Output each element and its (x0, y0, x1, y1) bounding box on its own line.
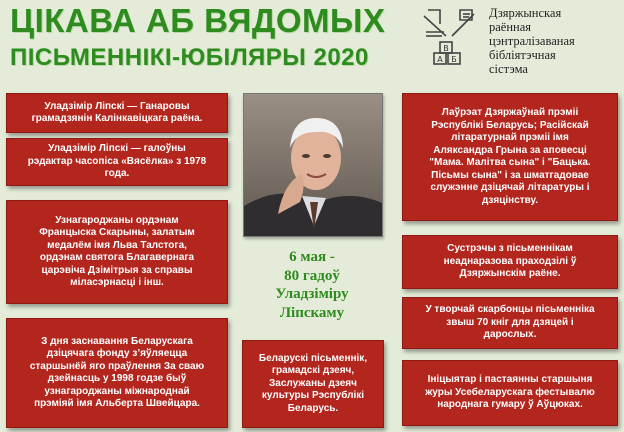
card-line: дарослых. (483, 329, 537, 341)
card-line: Ініцыятар і пастаянны старшыня (427, 374, 593, 386)
poster-title-line-1: ЦІКАВА АБ ВЯДОМЫХ (10, 2, 386, 39)
card-line: Уладзімір Ліпскі — Ганаровы (44, 100, 190, 112)
card-line: грамадскі дзеяч, (271, 365, 355, 377)
card-line: старшынёй яго праўлення За сваю (29, 360, 205, 372)
svg-text:А: А (437, 55, 443, 64)
card-line: У творчай скарбонцы пісьменніка (425, 304, 595, 316)
anniversary-date (232, 248, 392, 322)
card-line: царэвіча Дзімітрыя за справы (41, 264, 193, 276)
org-line: сістэма (489, 62, 528, 76)
date-line: 80 гадоў (284, 267, 340, 284)
card-line: Беларусь. (287, 402, 339, 414)
card-line: Францыска Скарыны, залатым (39, 227, 195, 238)
card-line: культуры Рэспублікі (261, 390, 365, 402)
card-line: Аляксандра Грына за аповесці (433, 144, 587, 156)
card-line: народнага гумару ў Аўцюках. (437, 399, 583, 411)
organization-name (489, 6, 621, 76)
fact-card-humor-festival (402, 360, 618, 426)
card-line: Пісьмы сына" і за шматгадовае (431, 169, 589, 181)
card-line: ордэнам святога Благавернага (39, 252, 195, 263)
org-line: цэнтралізаваная (489, 34, 575, 48)
fact-card-awards (6, 200, 228, 304)
org-line: бібліятэчная (489, 48, 556, 62)
card-line: міласэрнасці і інш. (70, 277, 164, 288)
card-line: служэнне дзіцячай літаратуры і (430, 182, 590, 193)
poster-title-line-2: ПІСЬМЕННІКІ-ЮБІЛЯРЫ 2020 (10, 44, 369, 71)
card-line: літаратурнай прэміі імя (451, 132, 569, 143)
svg-text:Б: Б (451, 55, 457, 64)
date-line: Уладзіміру (275, 286, 349, 302)
fact-card-childrens-fund (6, 318, 228, 428)
portrait-photo (243, 93, 383, 237)
card-line: рэдактар часопіса «Вясёлка» з 1978 (27, 155, 207, 167)
date-line: Ліпскаму (279, 304, 345, 321)
card-line: "Мама. Малітва сына" і "Бацька. (429, 157, 591, 168)
fact-card-meetings (402, 235, 618, 289)
card-line: дзіцячага фонду з’яўляецца (46, 348, 188, 359)
card-line: неаднаразова праходзілі ў (443, 255, 577, 267)
card-line: Дзяржынскім раёне. (459, 268, 561, 280)
fact-card-writer-title (242, 340, 384, 428)
fact-card-editor (6, 138, 228, 186)
card-line: З дня заснавання Беларускага (41, 335, 193, 347)
fact-card-honorary-citizen (6, 93, 228, 133)
card-line: звыш 70 кніг для дзяцей і (446, 316, 574, 328)
org-line: раённая (489, 20, 532, 34)
books-abc-blocks-logo-icon (420, 6, 478, 66)
date-line: 6 мая - (289, 249, 335, 265)
card-line: Беларускі пісьменнік, (258, 352, 368, 364)
card-line: медалём імя Льва Талстога, (47, 239, 187, 251)
fact-card-state-prize (402, 93, 618, 221)
portrait-illustration (244, 94, 383, 237)
card-line: прэміяй імя Альберта Швейцара. (34, 398, 200, 409)
card-line: Заслужаны дзеяч (269, 377, 357, 389)
svg-text:В: В (443, 44, 449, 53)
card-line: Сустрэчы з пісьменнікам (447, 243, 573, 255)
org-line: Дзяржынская (489, 6, 562, 20)
card-line: дзяцінству. (481, 194, 539, 206)
fact-card-books-count (402, 297, 618, 349)
card-line: года. (104, 168, 130, 180)
card-line: грамадзянін Калінкавіцкага раёна. (31, 113, 203, 124)
card-line: узнагароджаны міжнароднай (44, 385, 190, 397)
card-line: дзейнасць у 1998 годзе быў (47, 373, 187, 384)
card-line: Рэспублікі Беларусь; Расійскай (431, 119, 589, 131)
card-line: Узнагароджаны ордэнам (55, 214, 179, 226)
card-line: Уладзімір Ліпскі — галоўны (48, 143, 186, 155)
card-line: Лаўрэат Дзяржаўнай прэміі (441, 107, 579, 118)
card-line: журы Усебеларускага фестывалю (425, 386, 595, 398)
